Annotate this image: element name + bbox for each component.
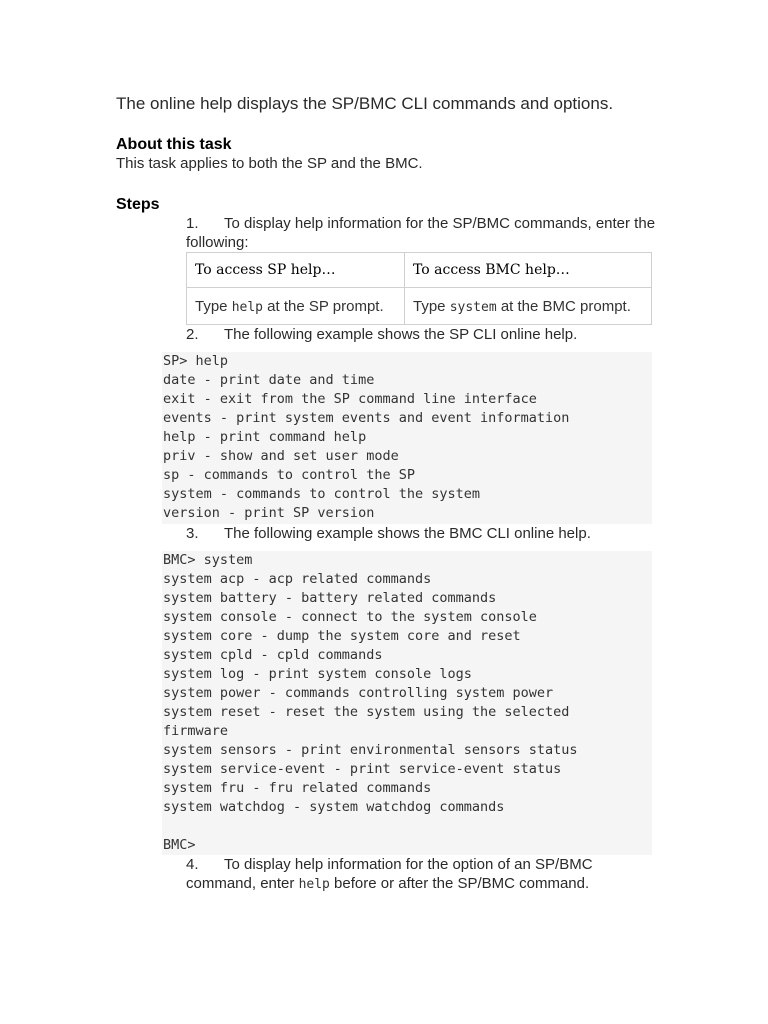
code-line: version - print SP version	[163, 505, 375, 521]
code-line: SP> help	[163, 353, 229, 369]
step-text: To display help information for the option of an SP/BMC command, enter	[186, 856, 593, 892]
steps-heading: Steps	[116, 196, 160, 213]
help-access-table	[186, 252, 652, 325]
cell-text: at the SP prompt.	[263, 297, 384, 315]
code-line: system fru - fru related commands	[163, 780, 432, 796]
code-line: system reset - reset the system using the selected	[163, 704, 570, 720]
step-number: 1.	[186, 215, 199, 232]
sp-help-example	[162, 352, 652, 524]
code-line: system acp - acp related commands	[163, 571, 432, 587]
about-text: This task applies to both the SP and the BMC.	[116, 155, 423, 172]
table-row	[187, 288, 652, 325]
about-heading: About this task	[116, 136, 232, 153]
code-line: system watchdog - system watchdog commands	[163, 799, 505, 815]
step-text: The following example shows the SP CLI online help.	[224, 326, 578, 343]
step-number: 3.	[186, 525, 199, 542]
code-line: BMC>	[163, 837, 196, 853]
code-line: system battery - battery related commands	[163, 590, 497, 606]
step-text: before or after the SP/BMC command.	[329, 875, 590, 892]
code-line: system log - print system console logs	[163, 666, 472, 682]
step-text: The following example shows the BMC CLI online help.	[224, 525, 591, 542]
code-line: help - print command help	[163, 429, 367, 445]
code-line: date - print date and time	[163, 372, 375, 388]
inline-code: system	[449, 299, 497, 315]
code-line: events - print system events and event information	[163, 410, 570, 426]
table-cell-bmc	[405, 288, 652, 325]
code-line: system sensors - print environmental sensors status	[163, 742, 578, 758]
code-line: system console - connect to the system console	[163, 609, 537, 625]
code-line: BMC> system	[163, 552, 253, 568]
step-number: 2.	[186, 326, 199, 343]
code-line: sp - commands to control the SP	[163, 467, 415, 483]
code-line: system cpld - cpld commands	[163, 647, 383, 663]
cell-text: Type	[413, 297, 450, 315]
step-number: 4.	[186, 856, 199, 873]
inline-code: help	[298, 877, 330, 892]
table-cell-sp	[187, 288, 405, 325]
step-1	[186, 214, 656, 252]
table-header-row	[187, 253, 652, 288]
code-line: priv - show and set user mode	[163, 448, 399, 464]
code-line: system power - commands controlling system power	[163, 685, 554, 701]
step-3	[186, 524, 656, 543]
table-header-sp: To access SP help…	[187, 253, 405, 288]
cell-text: Type	[195, 297, 232, 315]
bmc-help-example	[162, 551, 652, 855]
code-line: exit - exit from the SP command line interface	[163, 391, 537, 407]
step-2	[186, 325, 656, 344]
step-text: To display help information for the SP/BMC commands, enter the following:	[186, 215, 656, 251]
inline-code: help	[231, 299, 263, 315]
cell-text: at the BMC prompt.	[496, 297, 631, 315]
code-line: firmware	[163, 723, 229, 739]
step-4	[186, 855, 656, 894]
code-line: system core - dump the system core and reset	[163, 628, 521, 644]
code-line	[163, 817, 652, 836]
code-line: system - commands to control the system	[163, 486, 480, 502]
table-header-bmc: To access BMC help…	[405, 253, 652, 288]
code-line: system service-event - print service-event status	[163, 761, 562, 777]
intro-text: The online help displays the SP/BMC CLI commands and options.	[116, 94, 614, 113]
